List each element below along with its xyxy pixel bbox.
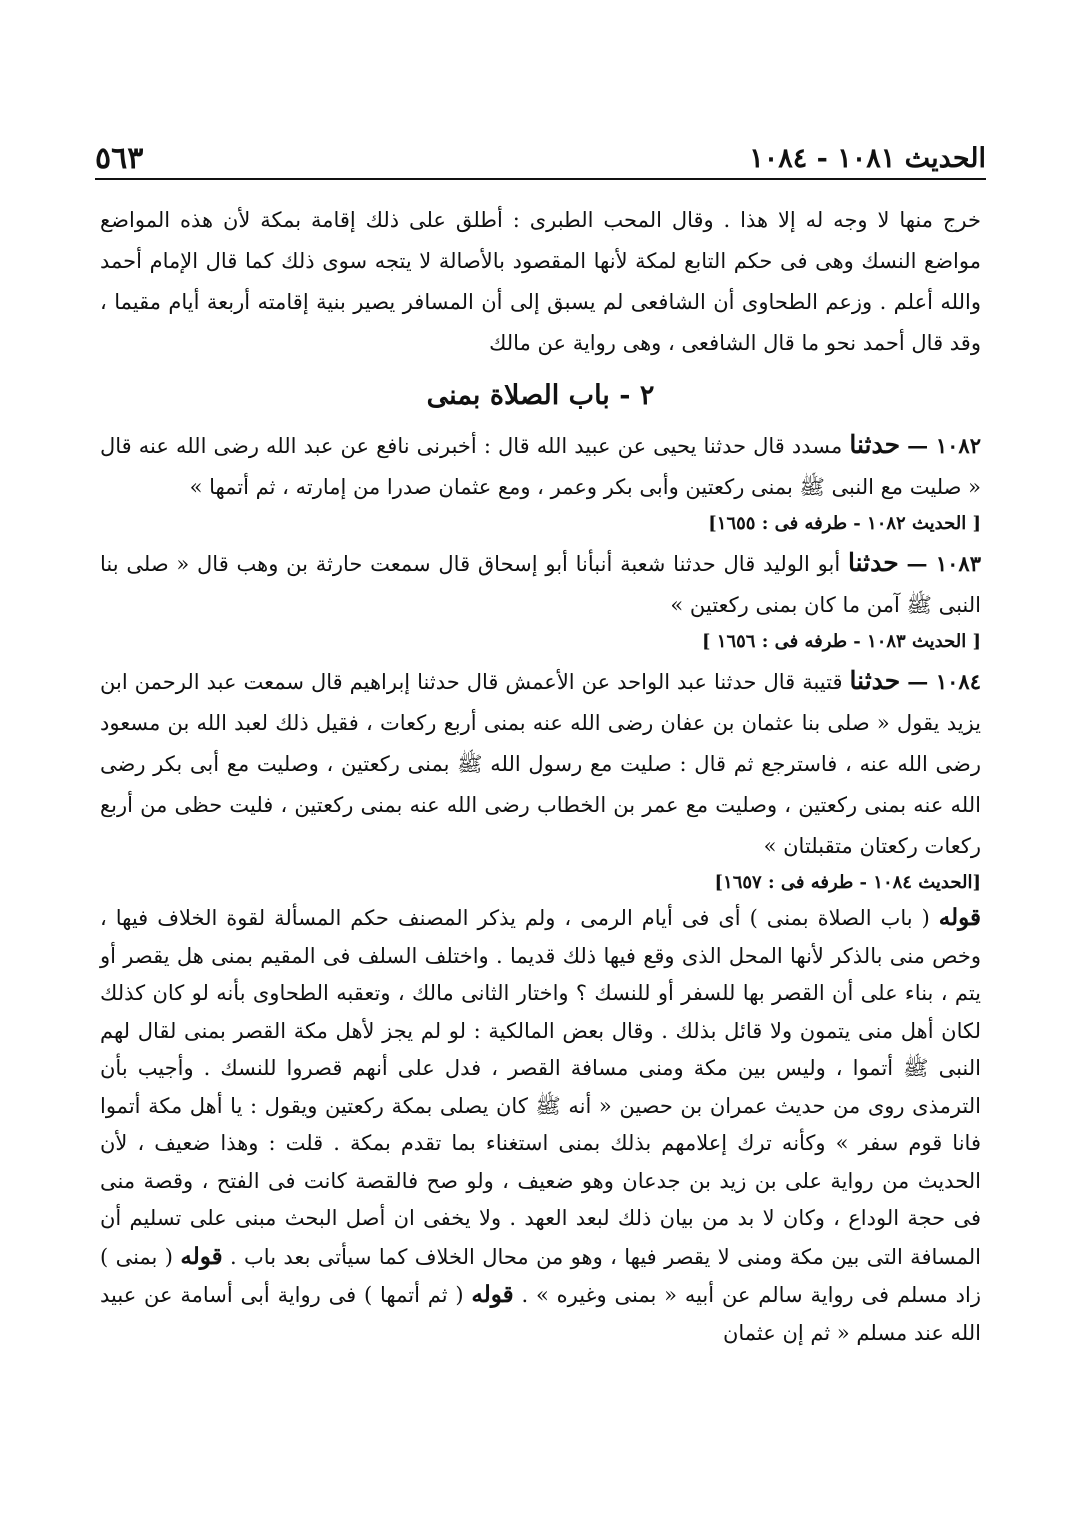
- page-header: [95, 138, 986, 180]
- commentary: [100, 899, 981, 1352]
- hadith-text-block: [100, 660, 981, 867]
- hadith-reference: [الحديث ١٠٨٤ - طرفه فى : ١٦٥٧]: [714, 872, 981, 893]
- hadith-1082: [100, 424, 981, 540]
- hadith-number: ١٠٨٢ —: [907, 433, 981, 458]
- commentary-text: ( باب الصلاة بمنى ) أى فى أيام الرمى ، ولم يذكر المصنف حكم المسألة لقوة الخلاف فيها ، وخص منى بالذكر لأنها المحل الذى وقع فيها ذلك قديما . واختلف السلف فى المقيم بمنى هل يقصر أو يتم ، بناء على أن القصر بها للسفر أو للنسك ؟ واختار الثانى مالك ، وتعقبه الطحاوى بأنه لو كان كذلك لكان أهل منى يتمون ولا قائل بذلك . وقال بعض المالكية : لو لم يجز لأهل مكة القصر بمنى لقال لهم النبى ﷺ أتموا ، وليس بين مكة ومنى مسافة القصر ، فدل على أنهم قصروا للنسك . وأجيب بأن الترمذى روى من حديث عمران بن حصين « أنه ﷺ كان يصلى بمكة ركعتين ويقول : يا أهل مكة أتموا فانا قوم سفر » وكأنه ترك إعلامهم بذلك بمنى استغناء بما تقدم بمكة . قلت : وهذا ضعيف ، لأن الحديث من رواية على بن زيد بن جدعان وهو ضعيف ، ولو صح فالقصة كانت فى الفتح ، وقصة منى فى حجة الوداع ، وكان لا بد من بيان ذلك لبعد العهد . ولا يخفى ان أصل البحث مبنى على تسليم أن المسافة التى بين مكة ومنى لا يقصر فيها ، وهو من محال الخلاف كما سيأتى بعد باب .: [100, 906, 981, 1269]
- chapter-title: ٢ - باب الصلاة بمنى: [426, 380, 655, 411]
- hadith-text: أبو الوليد قال حدثنا شعبة أنبأنا أبو إسحاق قال سمعت حارثة بن وهب قال « صلى بنا النبى ﷺ آمن ما كان بمنى ركعتين »: [100, 552, 981, 617]
- haddathana-label: حدثنا: [849, 430, 901, 459]
- hadith-text-block: [100, 424, 981, 508]
- commentary-text: ( ثم أتمها ) فى رواية أبى أسامة عن عبيد الله عند مسلم « ثم إن عثمان: [100, 1283, 981, 1345]
- hadith-number: ١٠٨٣ —: [906, 551, 981, 576]
- hadith-reference: [ الحديث ١٠٨٣ - طرفه فى : ١٦٥٦ ]: [701, 631, 981, 652]
- haddathana-label: حدثنا: [847, 548, 899, 577]
- page-number: ٥٦٣: [95, 140, 144, 176]
- hadith-text: مسدد قال حدثنا يحيى عن عبيد الله قال : أخبرنى نافع عن عبد الله رضى الله عنه قال « صليت مع النبى ﷺ بمنى ركعتين وأبى بكر وعمر ، ومع عثمان صدرا من إمارته ، ثم أتمها »: [100, 434, 981, 499]
- qawluhu-marker: قوله: [471, 1281, 514, 1308]
- commentary-text: ( بمنى ) زاد مسلم فى رواية سالم عن أبيه « بمنى وغيره » .: [100, 1244, 981, 1307]
- page-body: [100, 200, 981, 1352]
- top-paragraph: خرج منها لا وجه له إلا هذا . وقال المحب الطبرى : أطلق على ذلك إقامة بمكة لأن هذه المواضع مواضع النسك وهى فى حكم التابع لمكة لأنها المقصود بالأصالة لا يتجه سوى ذلك كما قال الإمام أحمد والله أعلم . وزعم الطحاوى أن الشافعى لم يسبق إلى أن المسافر يصير بنية إقامته أربعة أيام مقيما ، وقد قال أحمد نحو ما قال الشافعى ، وهى رواية عن مالك: [100, 208, 981, 355]
- hadith-text-block: [100, 542, 981, 626]
- hadith-reference: [ الحديث ١٠٨٢ - طرفه فى : ١٦٥٥]: [708, 513, 981, 534]
- hadith-number: ١٠٨٤ —: [907, 669, 981, 694]
- hadith-1084: [100, 660, 981, 899]
- hadith-text: قتيبة قال حدثنا عبد الواحد عن الأعمش قال حدثنا إبراهيم قال سمعت عبد الرحمن ابن يزيد يقول « صلى بنا عثمان بن عفان رضى الله عنه بمنى أربع ركعات ، فقيل ذلك لعبد الله بن مسعود رضى الله عنه ، فاسترجع ثم قال : صليت مع رسول الله ﷺ بمنى ركعتين ، وصليت مع أبى بكر رضى الله عنه بمنى ركعتين ، وصليت مع عمر بن الخطاب رضى الله عنه بمنى ركعتين ، فليت حظى من أربع ركعات ركعتان متقبلتان »: [100, 670, 981, 858]
- hadith-1083: [100, 542, 981, 658]
- qawluhu-marker: قوله: [938, 904, 981, 931]
- haddathana-label: حدثنا: [849, 666, 901, 695]
- qawluhu-marker: قوله: [180, 1242, 223, 1270]
- running-title: الحديث ١٠٨١ - ١٠٨٤: [749, 142, 986, 174]
